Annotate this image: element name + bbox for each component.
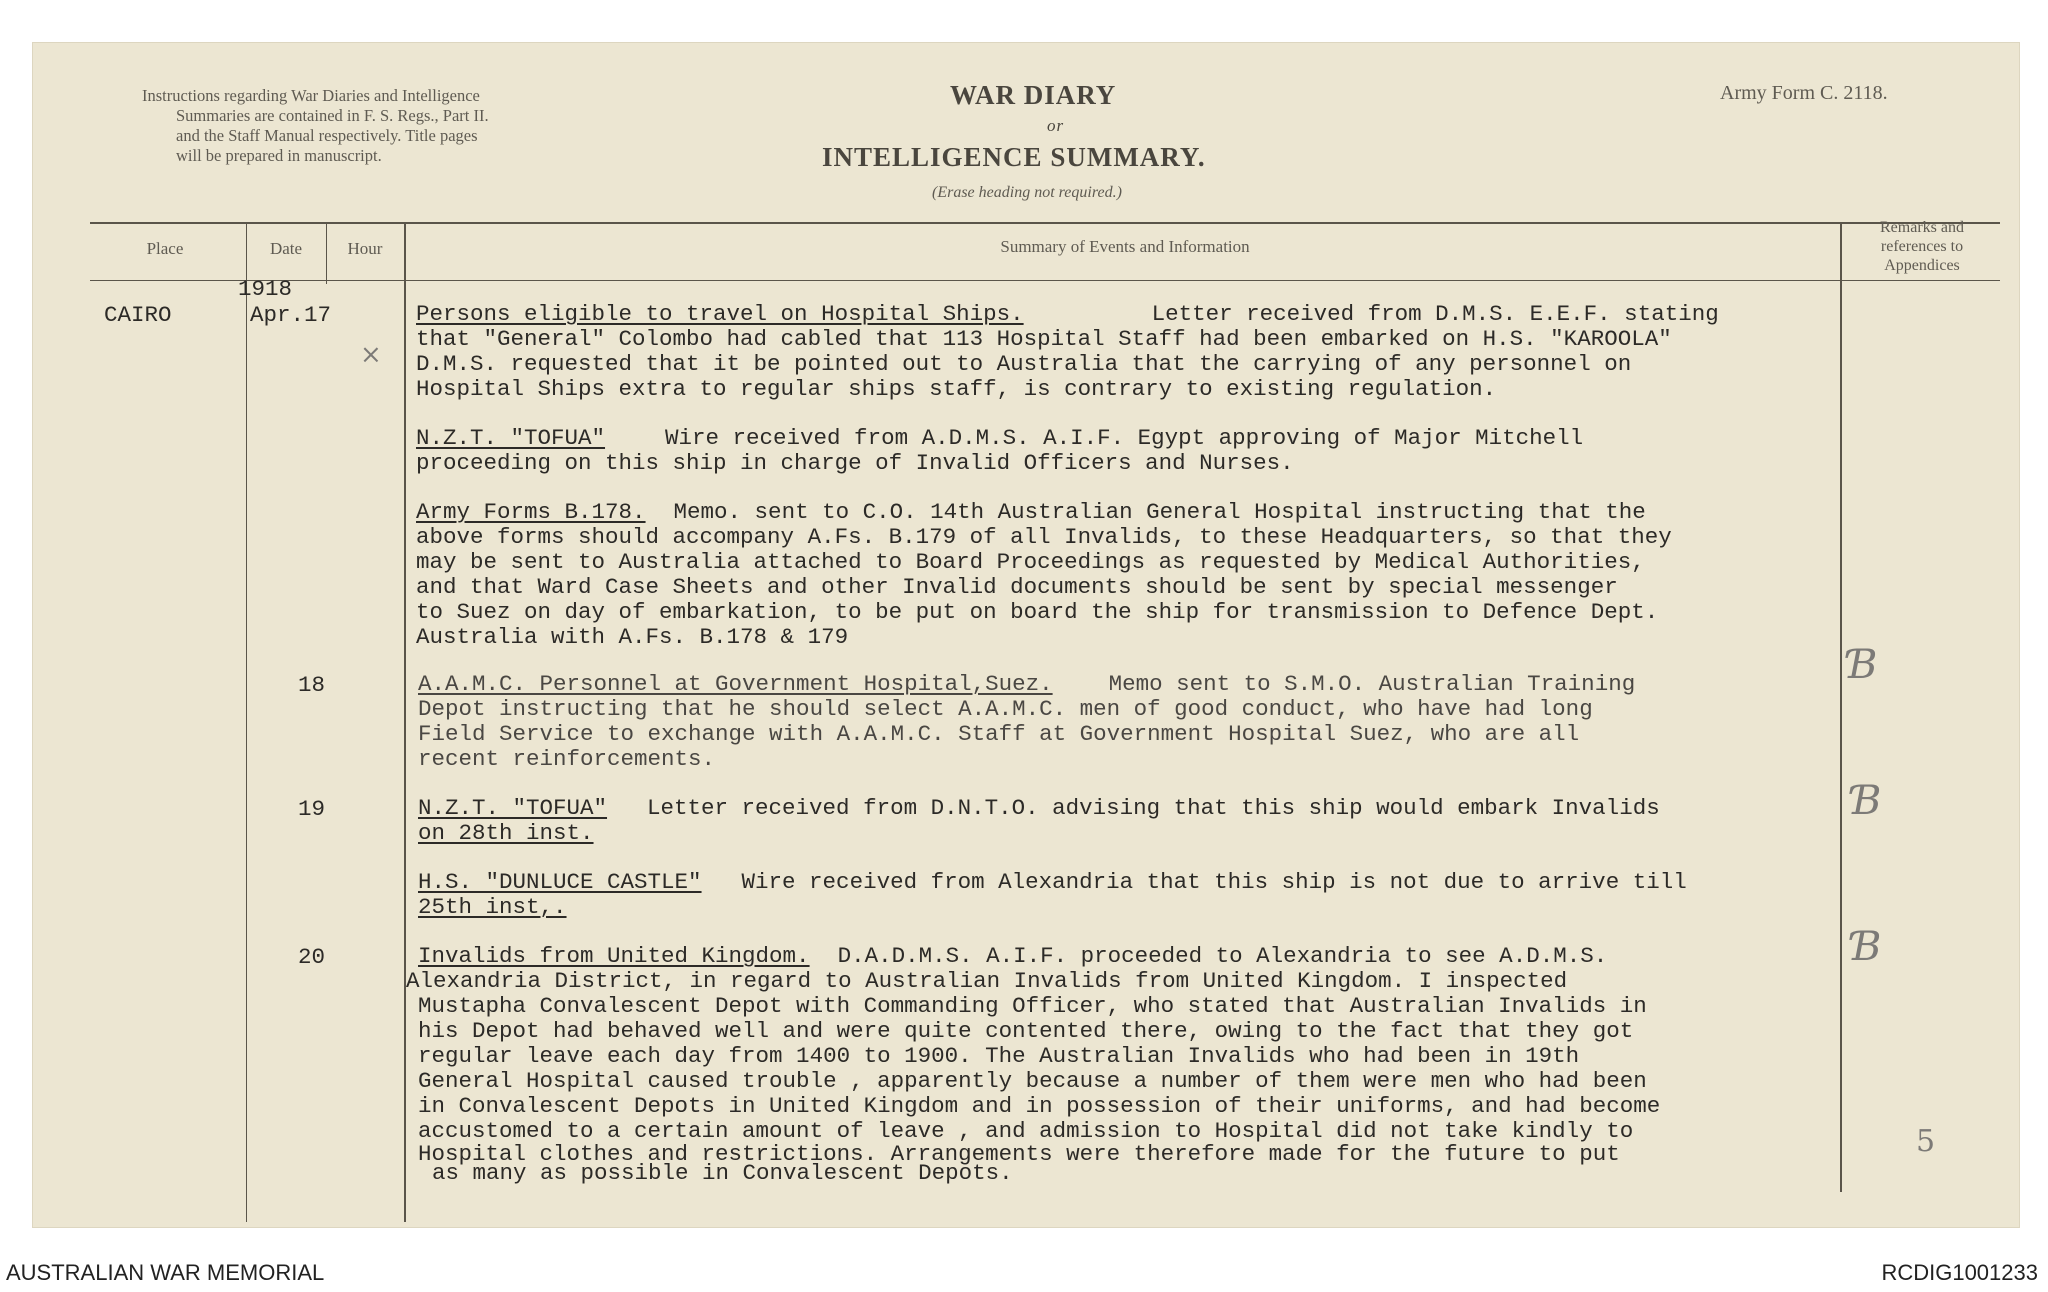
entry-line: General Hospital caused trouble , apparently because a number of them were men who had been: [418, 1068, 1647, 1094]
entry-aamc-personnel: [418, 672, 1635, 772]
column-divider: [326, 222, 327, 284]
column-header-remarks: [1842, 218, 2002, 275]
entry-heading: N.Z.T. "TOFUA": [418, 795, 608, 821]
entry-line: his Depot had behaved well and were quite contented there, owing to the fact that they got: [418, 1018, 1634, 1044]
remark-initials: Ɓ: [1852, 924, 1882, 970]
entry-line: may be sent to Australia attached to Board Proceedings as requested by Medical Authorities,: [416, 549, 1645, 575]
entry-line: regular leave each day from 1400 to 1900. The Australian Invalids who had been in 19th: [418, 1043, 1580, 1069]
entry-tofua-wire: [416, 426, 1583, 476]
entry-line: that "General" Colombo had cabled that 113 Hospital Staff had been embarked on H.S. "KAROOLA": [416, 326, 1672, 352]
place-cairo: CAIRO: [104, 302, 172, 328]
entry-date: 20: [298, 944, 326, 970]
entry-tofua-letter: [418, 796, 1660, 846]
column-divider: [404, 222, 406, 1222]
entry-line: accustomed to a certain amount of leave , and admission to Hospital did not take kindly to: [418, 1118, 1634, 1144]
entry-army-forms: [416, 500, 1672, 650]
entry-date: Apr.17: [250, 302, 332, 328]
remark-initials: Ɓ: [1848, 642, 1878, 688]
entry-dunluce-castle: [418, 870, 1687, 920]
page-number: 5: [1916, 1124, 1936, 1159]
entry-heading: Army Forms B.178.: [416, 499, 646, 525]
entry-date: 19: [298, 796, 326, 822]
entry-line: and that Ward Case Sheets and other Invalid documents should be sent by special messenger: [416, 574, 1618, 600]
footer-source: AUSTRALIAN WAR MEMORIAL: [6, 1260, 325, 1285]
entry-heading: Persons eligible to travel on Hospital Ships.: [416, 301, 1024, 327]
instructions-line: and the Staff Manual respectively. Title pages: [176, 126, 478, 145]
entry-line: D.A.D.M.S. A.I.F. proceeded to Alexandria to see A.D.M.S.: [837, 943, 1608, 969]
entry-line: to Suez on day of embarkation, to be put on board the ship for transmission to Defence Dept.: [416, 599, 1659, 625]
entry-line: Australia with A.Fs. B.178 & 179: [416, 624, 849, 650]
entry-line: on 28th inst.: [418, 820, 594, 846]
entry-line: Hospital Ships extra to regular ships staff, is contrary to existing regulation.: [416, 376, 1497, 402]
entry-line: as many as possible in Convalescent Depots.: [432, 1160, 1013, 1186]
remarks-header-line: references to: [1880, 238, 1964, 255]
column-header-date: Date: [269, 239, 303, 258]
entry-hospital-ships: [416, 302, 1719, 402]
table-header-rule: [90, 280, 2000, 281]
entry-date: 18: [298, 672, 326, 698]
entry-line: Letter received from D.N.T.O. advising that this ship would embark Invalids: [647, 795, 1660, 821]
entry-line: Alexandria District, in regard to Australian Invalids from United Kingdom. I inspected: [406, 968, 1568, 994]
instructions-note: [142, 86, 612, 166]
instructions-line: Summaries are contained in F. S. Regs., Part II.: [176, 106, 489, 125]
column-divider: [1840, 222, 1842, 1192]
entry-line: recent reinforcements.: [418, 746, 716, 772]
title-war-diary: WAR DIARY: [950, 80, 1117, 110]
entry-line: 25th inst,.: [418, 894, 567, 920]
column-header-summary: Summary of Events and Information: [1000, 237, 1250, 256]
entry-line: Wire received from Alexandria that this ship is not due to arrive till: [741, 869, 1687, 895]
entry-heading: A.A.M.C. Personnel at Government Hospital,Suez.: [418, 671, 1053, 697]
erase-heading-note: (Erase heading not required.): [932, 184, 1122, 201]
column-header-hour: Hour: [347, 239, 383, 258]
entry-line: in Convalescent Depots in United Kingdom and in possession of their uniforms, and had become: [418, 1093, 1661, 1119]
entry-line: Depot instructing that he should select A.A.M.C. men of good conduct, who have had long: [418, 696, 1593, 722]
entry-line: Wire received from A.D.M.S. A.I.F. Egypt approving of Major Mitchell: [665, 425, 1584, 451]
instructions-line: will be prepared in manuscript.: [176, 146, 382, 165]
entry-line: Hospital clothes and restrictions. Arrangements were therefore made for the future to put: [418, 1141, 1620, 1167]
entry-line: above forms should accompany A.Fs. B.179 of all Invalids, to these Headquarters, so that they: [416, 524, 1672, 550]
entry-heading: H.S. "DUNLUCE CASTLE": [418, 869, 702, 895]
entry-invalids-uk: [406, 943, 1661, 1186]
entry-heading: N.Z.T. "TOFUA": [416, 425, 606, 451]
entry-line: Mustapha Convalescent Depot with Commanding Officer, who stated that Australian Invalids in: [418, 993, 1647, 1019]
army-form-number: Army Form C. 2118.: [1720, 82, 1888, 104]
entry-line: Field Service to exchange with A.A.M.C. Staff at Government Hospital Suez, who are all: [418, 721, 1580, 747]
remarks-header-line: Appendices: [1884, 257, 1960, 274]
remark-initials: Ɓ: [1852, 778, 1882, 824]
table-top-rule: [90, 222, 2000, 224]
entry-line: proceeding on this ship in charge of Invalid Officers and Nurses.: [416, 450, 1294, 476]
entry-line: Memo sent to S.M.O. Australian Training: [1108, 671, 1636, 697]
year: 1918: [238, 276, 293, 302]
column-divider: [246, 222, 247, 1222]
title-or: or: [1047, 116, 1065, 135]
instructions-line: Instructions regarding War Diaries and Intelligence: [142, 86, 480, 105]
hour-cross-mark: ×: [360, 340, 382, 370]
entry-heading: Invalids from United Kingdom.: [418, 943, 810, 969]
entry-line: D.M.S. requested that it be pointed out to Australia that the carrying of any personnel on: [416, 351, 1632, 377]
title-intelligence-summary: INTELLIGENCE SUMMARY.: [822, 142, 1206, 172]
remarks-header-line: Remarks and: [1880, 219, 1964, 236]
column-header-place: Place: [146, 239, 184, 258]
entry-line: Letter received from D.M.S. E.E.F. stating: [1151, 301, 1719, 327]
footer-record-id: RCDIG1001233: [1881, 1260, 2038, 1285]
entry-line: Memo. sent to C.O. 14th Australian General Hospital instructing that the: [673, 499, 1646, 525]
